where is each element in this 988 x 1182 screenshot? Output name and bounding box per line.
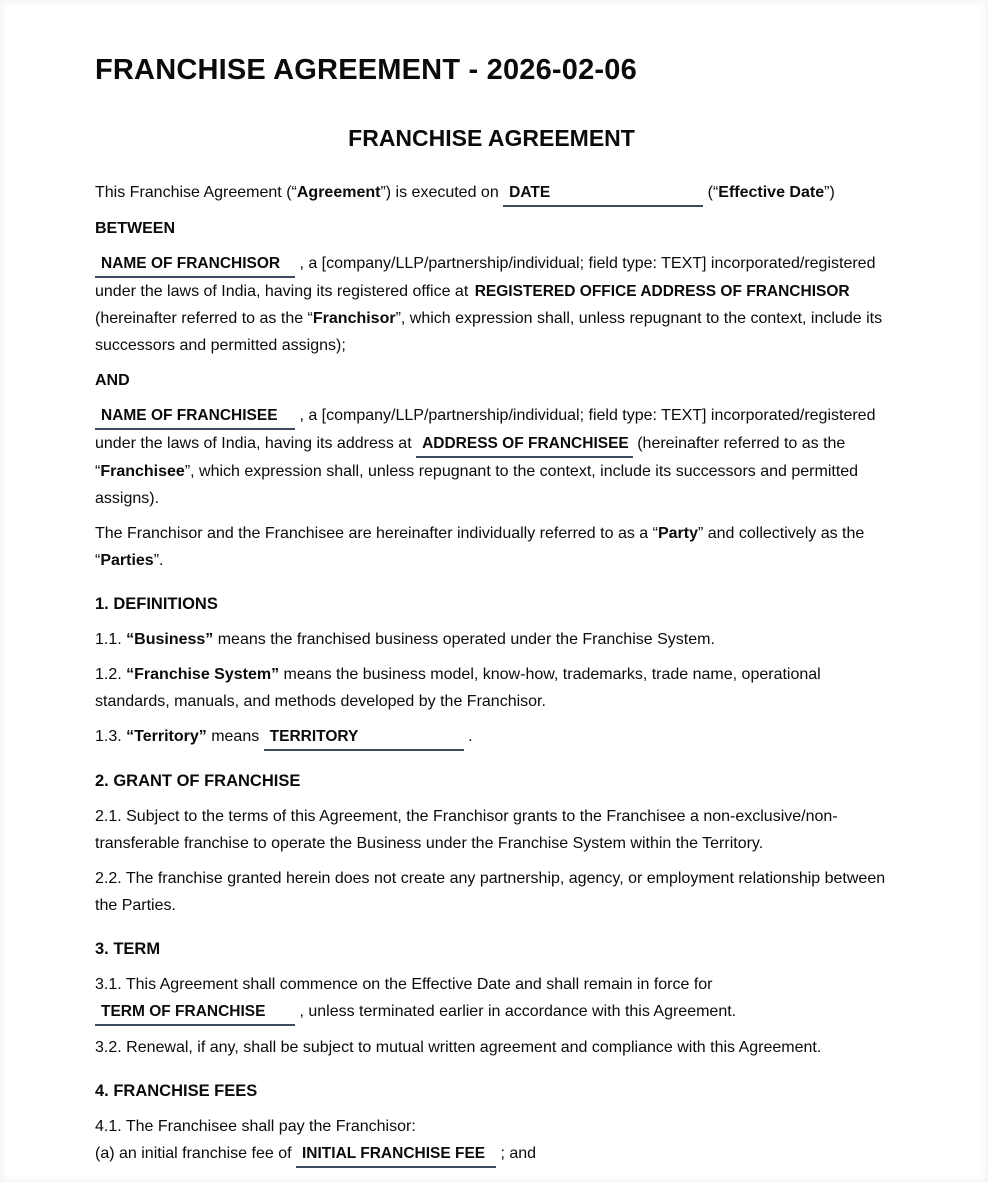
paragraph-2-2: 2.2. The franchise granted herein does not create any partnership, agency, or employment relationship between the Parties. — [95, 870, 886, 914]
paragraph-1-3 — [95, 723, 888, 751]
text-run-bold: Party — [657, 525, 698, 542]
franchisor-address-field[interactable]: REGISTERED OFFICE ADDRESS OF FRANCHISOR — [474, 283, 850, 300]
text-run: 1.2. — [95, 666, 127, 683]
date-field[interactable]: DATE — [503, 180, 703, 207]
text-run: (“ — [703, 184, 719, 201]
text-run: ”. — [153, 552, 164, 569]
text-run: ; and — [496, 1145, 537, 1162]
text-run: The Franchisor and the Franchisee are hereinafter individually referred to as a “ — [95, 525, 658, 542]
text-run: 1.3. — [95, 728, 127, 745]
document-title: FRANCHISE AGREEMENT - 2026-02-06 — [95, 54, 637, 86]
text-run-bold: “Territory” — [126, 728, 207, 745]
text-run: 4.1. The Franchisee shall pay the Franchisor: — [95, 1118, 416, 1135]
section-4-heading: 4. FRANCHISE FEES — [95, 1082, 258, 1100]
section-2-heading: 2. GRANT OF FRANCHISE — [95, 772, 301, 790]
text-run: ”, which expression shall, unless repugnant to the context, include its successors and permitted assigns); — [95, 310, 883, 354]
text-run: This Franchise Agreement (“ — [95, 184, 297, 201]
text-run: (hereinafter referred to as the “ — [95, 310, 313, 327]
text-run: ”) is executed on — [380, 184, 504, 201]
text-run: (a) an initial franchise fee of — [95, 1145, 296, 1162]
text-run-bold: Parties — [100, 552, 154, 569]
term-field[interactable]: TERM OF FRANCHISE — [95, 999, 295, 1026]
franchisee-name-field[interactable]: NAME OF FRANCHISEE — [95, 403, 295, 430]
agreement-heading: FRANCHISE AGREEMENT — [348, 125, 635, 151]
text-run: (hereinafter referred to as the “ — [95, 435, 846, 480]
text-run: 3.1. This Agreement shall commence on the Effective Date and shall remain in force for — [95, 976, 713, 993]
text-run: ”) — [824, 184, 835, 201]
text-run: means the franchised business operated under the Franchise System. — [213, 631, 715, 648]
paragraph-4-1 — [95, 1113, 888, 1168]
paragraph-intro — [95, 179, 888, 207]
paragraph-2-1: 2.1. Subject to the terms of this Agreement, the Franchisor grants to the Franchisee a non-exclusive/non-transferable franchise to operate the Business under the Franchise System within the Territory. — [95, 808, 838, 852]
text-run: , unless terminated earlier in accordance with this Agreement. — [295, 1003, 737, 1020]
initial-fee-field[interactable]: INITIAL FRANCHISE FEE — [296, 1141, 496, 1168]
paragraph-3-1 — [95, 971, 888, 1026]
section-3-heading: 3. TERM — [95, 940, 161, 958]
paragraph-franchisee — [95, 402, 888, 512]
text-run-bold: Franchisor — [312, 310, 396, 327]
text-run: , a [company/LLP/partnership/individual; field type: TEXT] incorporated/registered under the laws of India, having its address at — [95, 407, 876, 452]
franchisee-address-field[interactable]: ADDRESS OF FRANCHISEE — [416, 431, 633, 458]
territory-field[interactable]: TERRITORY — [264, 724, 464, 751]
text-run: 1.1. — [95, 631, 127, 648]
franchisor-name-field[interactable]: NAME OF FRANCHISOR — [95, 251, 295, 278]
text-run-bold: “Franchise System” — [126, 666, 280, 683]
paragraph-franchisor — [95, 250, 888, 359]
paragraph-parties — [95, 520, 888, 574]
text-run-bold: “Business” — [126, 631, 214, 648]
text-run-bold: Agreement — [296, 184, 381, 201]
text-run: ” and collectively as the “ — [95, 525, 865, 569]
paragraph-1-2 — [95, 661, 888, 715]
text-run: . — [463, 728, 473, 745]
text-run-bold: Franchisee — [100, 463, 185, 480]
text-run: ”, which expression shall, unless repugnant to the context, include its successors and permitted assigns). — [95, 463, 859, 507]
paragraph-3-2: 3.2. Renewal, if any, shall be subject to mutual written agreement and compliance with this Agreement. — [95, 1039, 822, 1056]
and-label: AND — [95, 372, 130, 389]
between-label: BETWEEN — [95, 220, 175, 237]
text-run: means the business model, know-how, trademarks, trade name, operational standards, manuals, and methods developed by the Franchisor. — [95, 666, 821, 710]
section-1-heading: 1. DEFINITIONS — [95, 595, 218, 613]
text-run: means — [206, 728, 264, 745]
paragraph-1-1 — [95, 626, 888, 653]
text-run: , a [company/LLP/partnership/individual; field type: TEXT] incorporated/registered under the laws of India, having its registered office at — [95, 255, 876, 300]
text-run-bold: Effective Date — [718, 184, 825, 201]
